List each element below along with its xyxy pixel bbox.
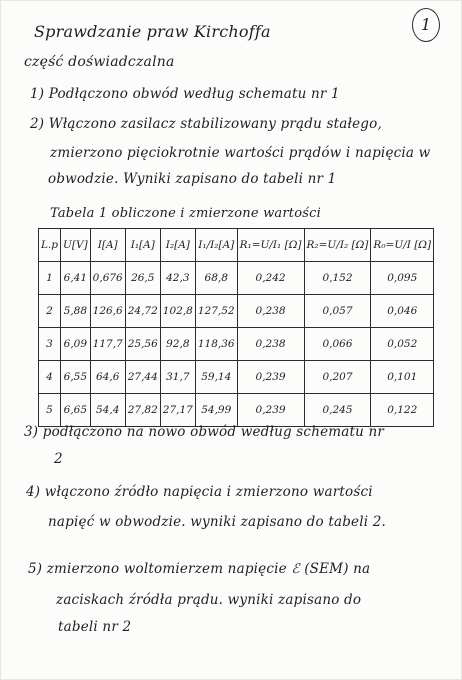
table-cell: 42,3	[160, 262, 195, 295]
table-title: Tabela 1 obliczone i zmierzone wartości	[50, 206, 321, 221]
table-cell: 59,14	[195, 361, 237, 394]
table-cell: 25,56	[125, 328, 160, 361]
col-header-i2: I₂[A]	[160, 229, 195, 262]
table-cell: 0,238	[237, 328, 304, 361]
table-header-row	[39, 229, 434, 262]
col-header-i: I[A]	[90, 229, 125, 262]
table-cell: 27,82	[125, 394, 160, 427]
measurement-table	[38, 228, 434, 427]
table-cell: 24,72	[125, 295, 160, 328]
table-cell: 31,7	[160, 361, 195, 394]
table-cell: 0,066	[304, 328, 371, 361]
table-cell: 0,095	[371, 262, 434, 295]
table-cell: 6,55	[61, 361, 91, 394]
table-cell: 27,17	[160, 394, 195, 427]
page-title: Sprawdzanie praw Kirchoffa	[34, 22, 271, 41]
table-cell: 0,122	[371, 394, 434, 427]
table-row	[39, 361, 434, 394]
table-cell: 0,239	[237, 361, 304, 394]
table-cell: 0,052	[371, 328, 434, 361]
table-cell: 2	[39, 295, 61, 328]
table-cell: 54,4	[90, 394, 125, 427]
step-2-line-1: 2) Włączono zasilacz stabilizowany prądu stałego,	[30, 116, 382, 132]
table-cell: 0,152	[304, 262, 371, 295]
section-subtitle: część doświadczalna	[24, 54, 175, 70]
table-cell: 0,245	[304, 394, 371, 427]
step-1: 1) Podłączono obwód według schematu nr 1	[30, 86, 340, 102]
table-cell: 117,7	[90, 328, 125, 361]
table-cell: 118,36	[195, 328, 237, 361]
table-cell: 27,44	[125, 361, 160, 394]
step-5-line-3: tabeli nr 2	[58, 619, 132, 635]
step-2-line-2: zmierzono pięciokrotnie wartości prądów i napięcia w	[50, 145, 431, 161]
table-cell: 127,52	[195, 295, 237, 328]
col-header-lp: L.p	[39, 229, 61, 262]
step-3-line-1: 3) podłączono na nowo obwód według schematu nr	[24, 424, 385, 440]
table-cell: 102,8	[160, 295, 195, 328]
table-cell: 0,207	[304, 361, 371, 394]
table-cell: 54,99	[195, 394, 237, 427]
table-cell: 126,6	[90, 295, 125, 328]
table-row	[39, 394, 434, 427]
table-cell: 0,676	[90, 262, 125, 295]
col-header-u: U[V]	[61, 229, 91, 262]
col-header-r0: R₀=U/I [Ω]	[371, 229, 434, 262]
table-cell: 6,65	[61, 394, 91, 427]
col-header-r1: R₁=U/I₁ [Ω]	[237, 229, 304, 262]
table-cell: 4	[39, 361, 61, 394]
table-cell: 6,41	[61, 262, 91, 295]
step-5-line-1: 5) zmierzono woltomierzem napięcie ℰ (SEM) na	[28, 561, 371, 577]
table-cell: 0,242	[237, 262, 304, 295]
step-5-line-2: zaciskach źródła prądu. wyniki zapisano do	[56, 592, 362, 608]
table-cell: 0,101	[371, 361, 434, 394]
table-cell: 92,8	[160, 328, 195, 361]
table-cell: 26,5	[125, 262, 160, 295]
col-header-r2: R₂=U/I₂ [Ω]	[304, 229, 371, 262]
table-row	[39, 328, 434, 361]
table-cell: 0,057	[304, 295, 371, 328]
table-cell: 1	[39, 262, 61, 295]
table-row	[39, 295, 434, 328]
table-cell: 5	[39, 394, 61, 427]
table-cell: 6,09	[61, 328, 91, 361]
step-4-line-2: napięć w obwodzie. wyniki zapisano do tabeli 2.	[48, 514, 387, 530]
table-cell: 3	[39, 328, 61, 361]
step-2-line-3: obwodzie. Wyniki zapisano do tabeli nr 1	[48, 171, 337, 187]
table-cell: 0,238	[237, 295, 304, 328]
col-header-i1: I₁[A]	[125, 229, 160, 262]
step-4-line-1: 4) włączono źródło napięcia i zmierzono wartości	[26, 484, 373, 500]
col-header-i1-i2: I₁/I₂[A]	[195, 229, 237, 262]
table-row	[39, 262, 434, 295]
table-cell: 0,239	[237, 394, 304, 427]
page-number-badge: 1	[412, 8, 440, 42]
step-3-line-2: 2	[54, 451, 63, 467]
table-cell: 68,8	[195, 262, 237, 295]
table-cell: 0,046	[371, 295, 434, 328]
table-cell: 64,6	[90, 361, 125, 394]
table-cell: 5,88	[61, 295, 91, 328]
